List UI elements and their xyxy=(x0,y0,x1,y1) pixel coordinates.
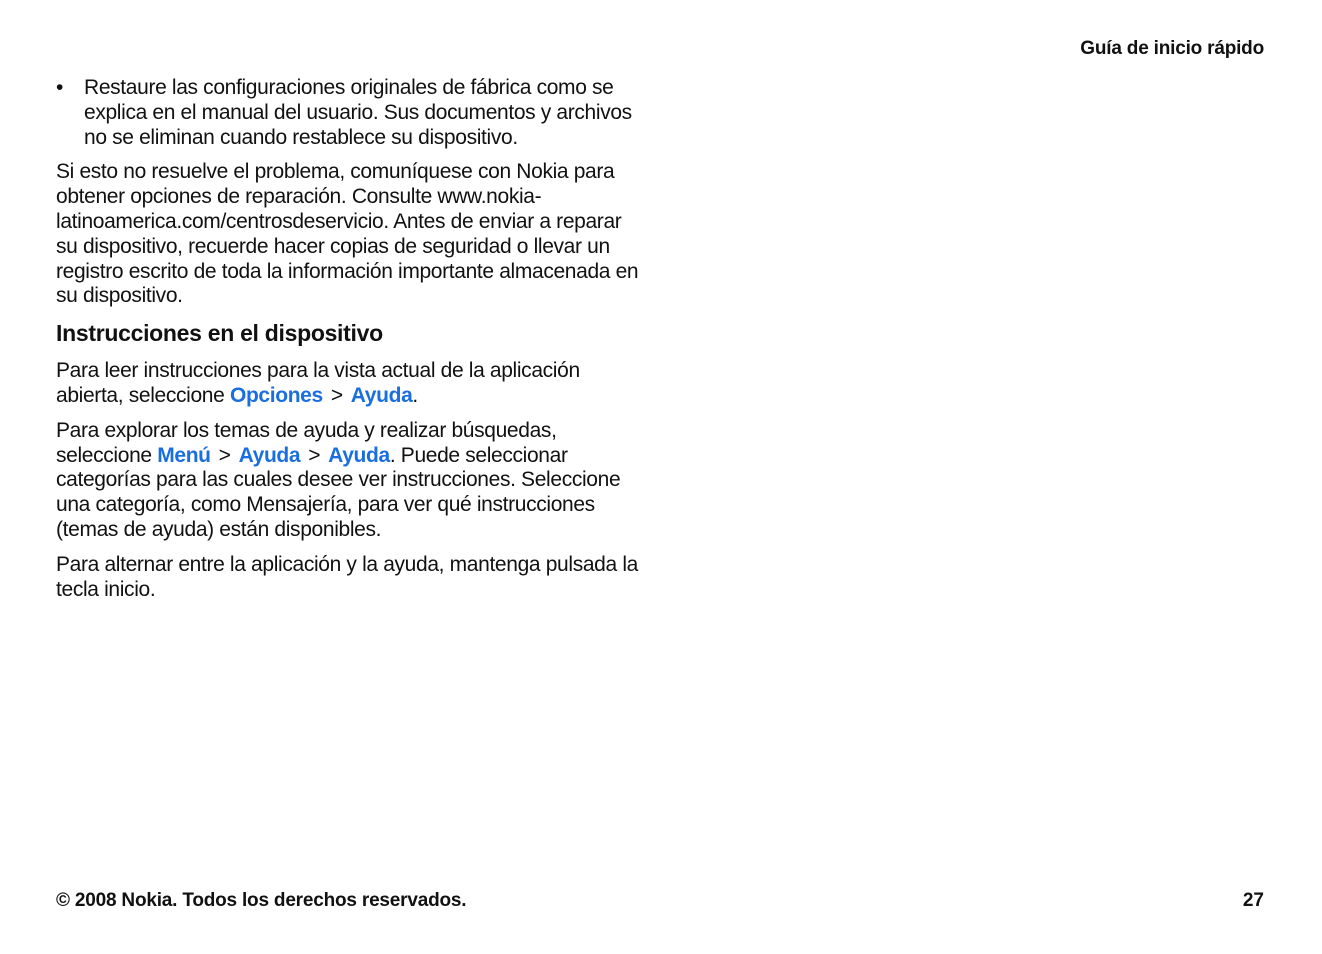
list-item-text: Restaure las configuraciones originales de fábrica como se explica en el manual del usuario. Sus documentos y archivos no se eliminan cuando restablece su dispositivo. xyxy=(84,76,632,149)
paragraph-switch-help: Para alternar entre la aplicación y la ayuda, mantenga pulsada la tecla inicio. xyxy=(56,552,638,601)
menu-path-ayuda-topic: Ayuda xyxy=(328,443,390,467)
paragraph-options-help xyxy=(56,359,648,409)
menu-path-separator: > xyxy=(218,443,231,467)
paragraph-text: . Puede seleccionar categorías para las cuales desee ver instrucciones. Seleccione una categoría, como Mensajería, para ver qué instrucciones (temas de ayuda) están disponibles. xyxy=(56,443,621,541)
main-content xyxy=(56,76,648,612)
paragraph-menu-help xyxy=(56,419,648,543)
footer-copyright: © 2008 Nokia. Todos los derechos reservados. xyxy=(56,890,467,911)
menu-path-separator: > xyxy=(308,443,321,467)
paragraph-text: . xyxy=(412,383,418,407)
bullet-mark: • xyxy=(56,76,64,99)
paragraph-service: Si esto no resuelve el problema, comuníquese con Nokia para obtener opciones de reparación. Consulte www.nokia-latinoamerica.com/centrosdeservicio. Antes de enviar a reparar su dispositivo, recuerde hacer copias de seguridad o llevar un registro escrito de toda la información importante almacenada en su dispositivo. xyxy=(56,160,639,308)
menu-path-menu: Menú xyxy=(157,443,211,467)
menu-path-opciones: Opciones xyxy=(229,383,323,407)
paragraph-text: Para explorar los temas de ayuda y realizar búsquedas, seleccione xyxy=(56,418,557,467)
running-header-title: Guía de inicio rápido xyxy=(1080,38,1264,59)
section-heading: Instrucciones en el dispositivo xyxy=(56,320,383,347)
menu-path-separator: > xyxy=(330,383,343,407)
list-item xyxy=(56,76,648,150)
menu-path-ayuda: Ayuda xyxy=(238,443,301,467)
page-number: 27 xyxy=(1242,890,1264,911)
paragraph-text: Para leer instrucciones para la vista actual de la aplicación abierta, seleccione xyxy=(56,359,580,407)
menu-path-ayuda: Ayuda xyxy=(350,383,413,407)
